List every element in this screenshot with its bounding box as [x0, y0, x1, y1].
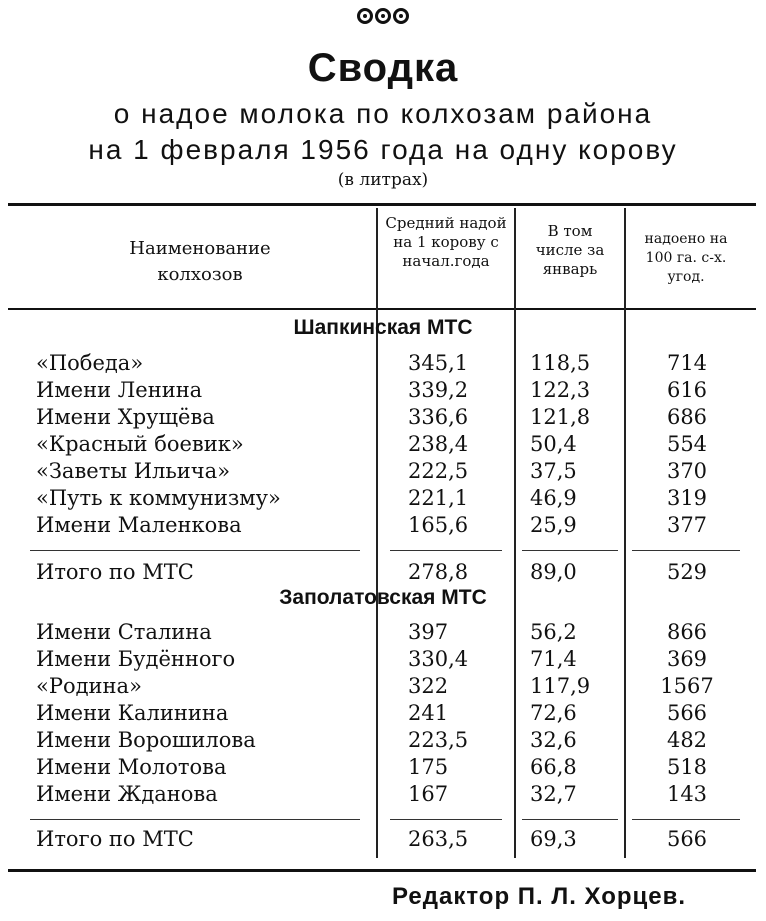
cell-per-ha: 370	[666, 459, 708, 483]
cell-jan: 118,5	[530, 351, 591, 375]
subtitle-line-2: на 1 февраля 1956 года на одну корову	[88, 134, 678, 165]
cell-per-ha: 866	[666, 620, 708, 644]
cell-avg: 221,1	[408, 486, 469, 510]
section-title: Шапкинская МТС	[293, 316, 473, 339]
table-row	[0, 754, 766, 781]
table-row	[0, 458, 766, 485]
table-row	[0, 619, 766, 646]
cell-avg: 167	[408, 782, 449, 806]
cell-jan: 117,9	[530, 674, 591, 698]
cell-per-ha: 566	[666, 827, 708, 851]
cell-avg: 241	[408, 701, 449, 725]
table-row	[0, 673, 766, 700]
table-row	[0, 350, 766, 377]
cell-jan: 72,6	[530, 701, 577, 725]
table-row	[0, 377, 766, 404]
subtotal-rule	[632, 550, 740, 551]
section-title: Заполатовская МТС	[279, 586, 487, 609]
cell-per-ha: 319	[666, 486, 708, 510]
table-row	[0, 826, 766, 853]
cell-name: Имени Калинина	[36, 701, 229, 725]
editor-signature: Редактор П. Л. Хорцев.	[392, 883, 687, 910]
cell-avg: 165,6	[408, 513, 469, 537]
column-header-per-ha: надоено на 100 га. с-х. угод.	[644, 231, 728, 285]
subtotal-rule	[30, 550, 360, 551]
cell-name: «Красный боевик»	[36, 432, 244, 456]
subtotal-rule	[390, 819, 502, 820]
cell-per-ha: 714	[666, 351, 708, 375]
cell-avg: 339,2	[408, 378, 469, 402]
subtotal-rule	[522, 550, 618, 551]
subtitle-line-1: о надое молока по колхозам района	[113, 98, 653, 129]
page-title: Сводка	[307, 46, 459, 90]
cell-avg: 223,5	[408, 728, 469, 752]
table-row	[0, 404, 766, 431]
cell-name: Имени Сталина	[36, 620, 212, 644]
cell-name: Имени Будённого	[36, 647, 236, 671]
cell-name: «Путь к коммунизму»	[36, 486, 281, 510]
cell-avg: 322	[408, 674, 449, 698]
cell-avg: 345,1	[408, 351, 469, 375]
cell-name: Имени Молотова	[36, 755, 227, 779]
cell-per-ha: 566	[666, 701, 708, 725]
cell-per-ha: 143	[666, 782, 708, 806]
table-row	[0, 485, 766, 512]
table-row	[0, 431, 766, 458]
cell-per-ha: 369	[666, 647, 708, 671]
header-bottom-rule	[8, 308, 756, 310]
cell-jan: 69,3	[530, 827, 577, 851]
cell-per-ha: 518	[666, 755, 708, 779]
cell-jan: 89,0	[530, 560, 577, 584]
table-row	[0, 727, 766, 754]
table-row	[0, 781, 766, 808]
cell-avg: 278,8	[408, 560, 469, 584]
cell-avg: 336,6	[408, 405, 469, 429]
cell-name: Имени Маленкова	[36, 513, 242, 537]
cell-jan: 46,9	[530, 486, 577, 510]
cell-name: Итого по МТС	[36, 827, 194, 851]
cell-name: «Заветы Ильича»	[36, 459, 231, 483]
cell-avg: 175	[408, 755, 449, 779]
table-top-rule	[8, 203, 756, 206]
cell-name: «Родина»	[36, 674, 142, 698]
table-row	[0, 700, 766, 727]
cell-per-ha: 529	[666, 560, 708, 584]
cell-jan: 122,3	[530, 378, 591, 402]
cell-per-ha: 554	[666, 432, 708, 456]
cell-jan: 56,2	[530, 620, 577, 644]
cell-per-ha: 482	[666, 728, 708, 752]
cell-per-ha: 686	[666, 405, 708, 429]
cell-jan: 71,4	[530, 647, 577, 671]
cell-jan: 37,5	[530, 459, 577, 483]
ornament-icon	[0, 8, 766, 28]
cell-jan: 121,8	[530, 405, 591, 429]
column-header-jan: В том числе за январь	[535, 222, 605, 278]
cell-per-ha: 1567	[660, 674, 714, 698]
subtotal-rule	[30, 819, 360, 820]
cell-name: Имени Жданова	[36, 782, 218, 806]
cell-jan: 25,9	[530, 513, 577, 537]
subtotal-rule	[390, 550, 502, 551]
cell-name: Итого по МТС	[36, 560, 194, 584]
column-header-name: Наименование колхозов	[129, 238, 271, 285]
cell-jan: 66,8	[530, 755, 577, 779]
column-header-avg: Средний надой на 1 корову с начал.года	[385, 214, 507, 270]
subtotal-rule	[522, 819, 618, 820]
table-bottom-rule	[8, 869, 756, 872]
units-note: (в литрах)	[337, 170, 429, 190]
cell-avg: 238,4	[408, 432, 469, 456]
cell-per-ha: 616	[666, 378, 708, 402]
cell-avg: 397	[408, 620, 449, 644]
subtotal-rule	[632, 819, 740, 820]
table-row	[0, 512, 766, 539]
cell-avg: 330,4	[408, 647, 469, 671]
cell-avg: 263,5	[408, 827, 469, 851]
cell-name: Имени Ленина	[36, 378, 203, 402]
cell-name: Имени Хрущёва	[36, 405, 215, 429]
cell-jan: 50,4	[530, 432, 577, 456]
table-row	[0, 559, 766, 586]
table-row	[0, 646, 766, 673]
cell-jan: 32,7	[530, 782, 577, 806]
cell-name: Имени Ворошилова	[36, 728, 256, 752]
cell-avg: 222,5	[408, 459, 469, 483]
cell-per-ha: 377	[666, 513, 708, 537]
cell-jan: 32,6	[530, 728, 577, 752]
cell-name: «Победа»	[36, 351, 144, 375]
